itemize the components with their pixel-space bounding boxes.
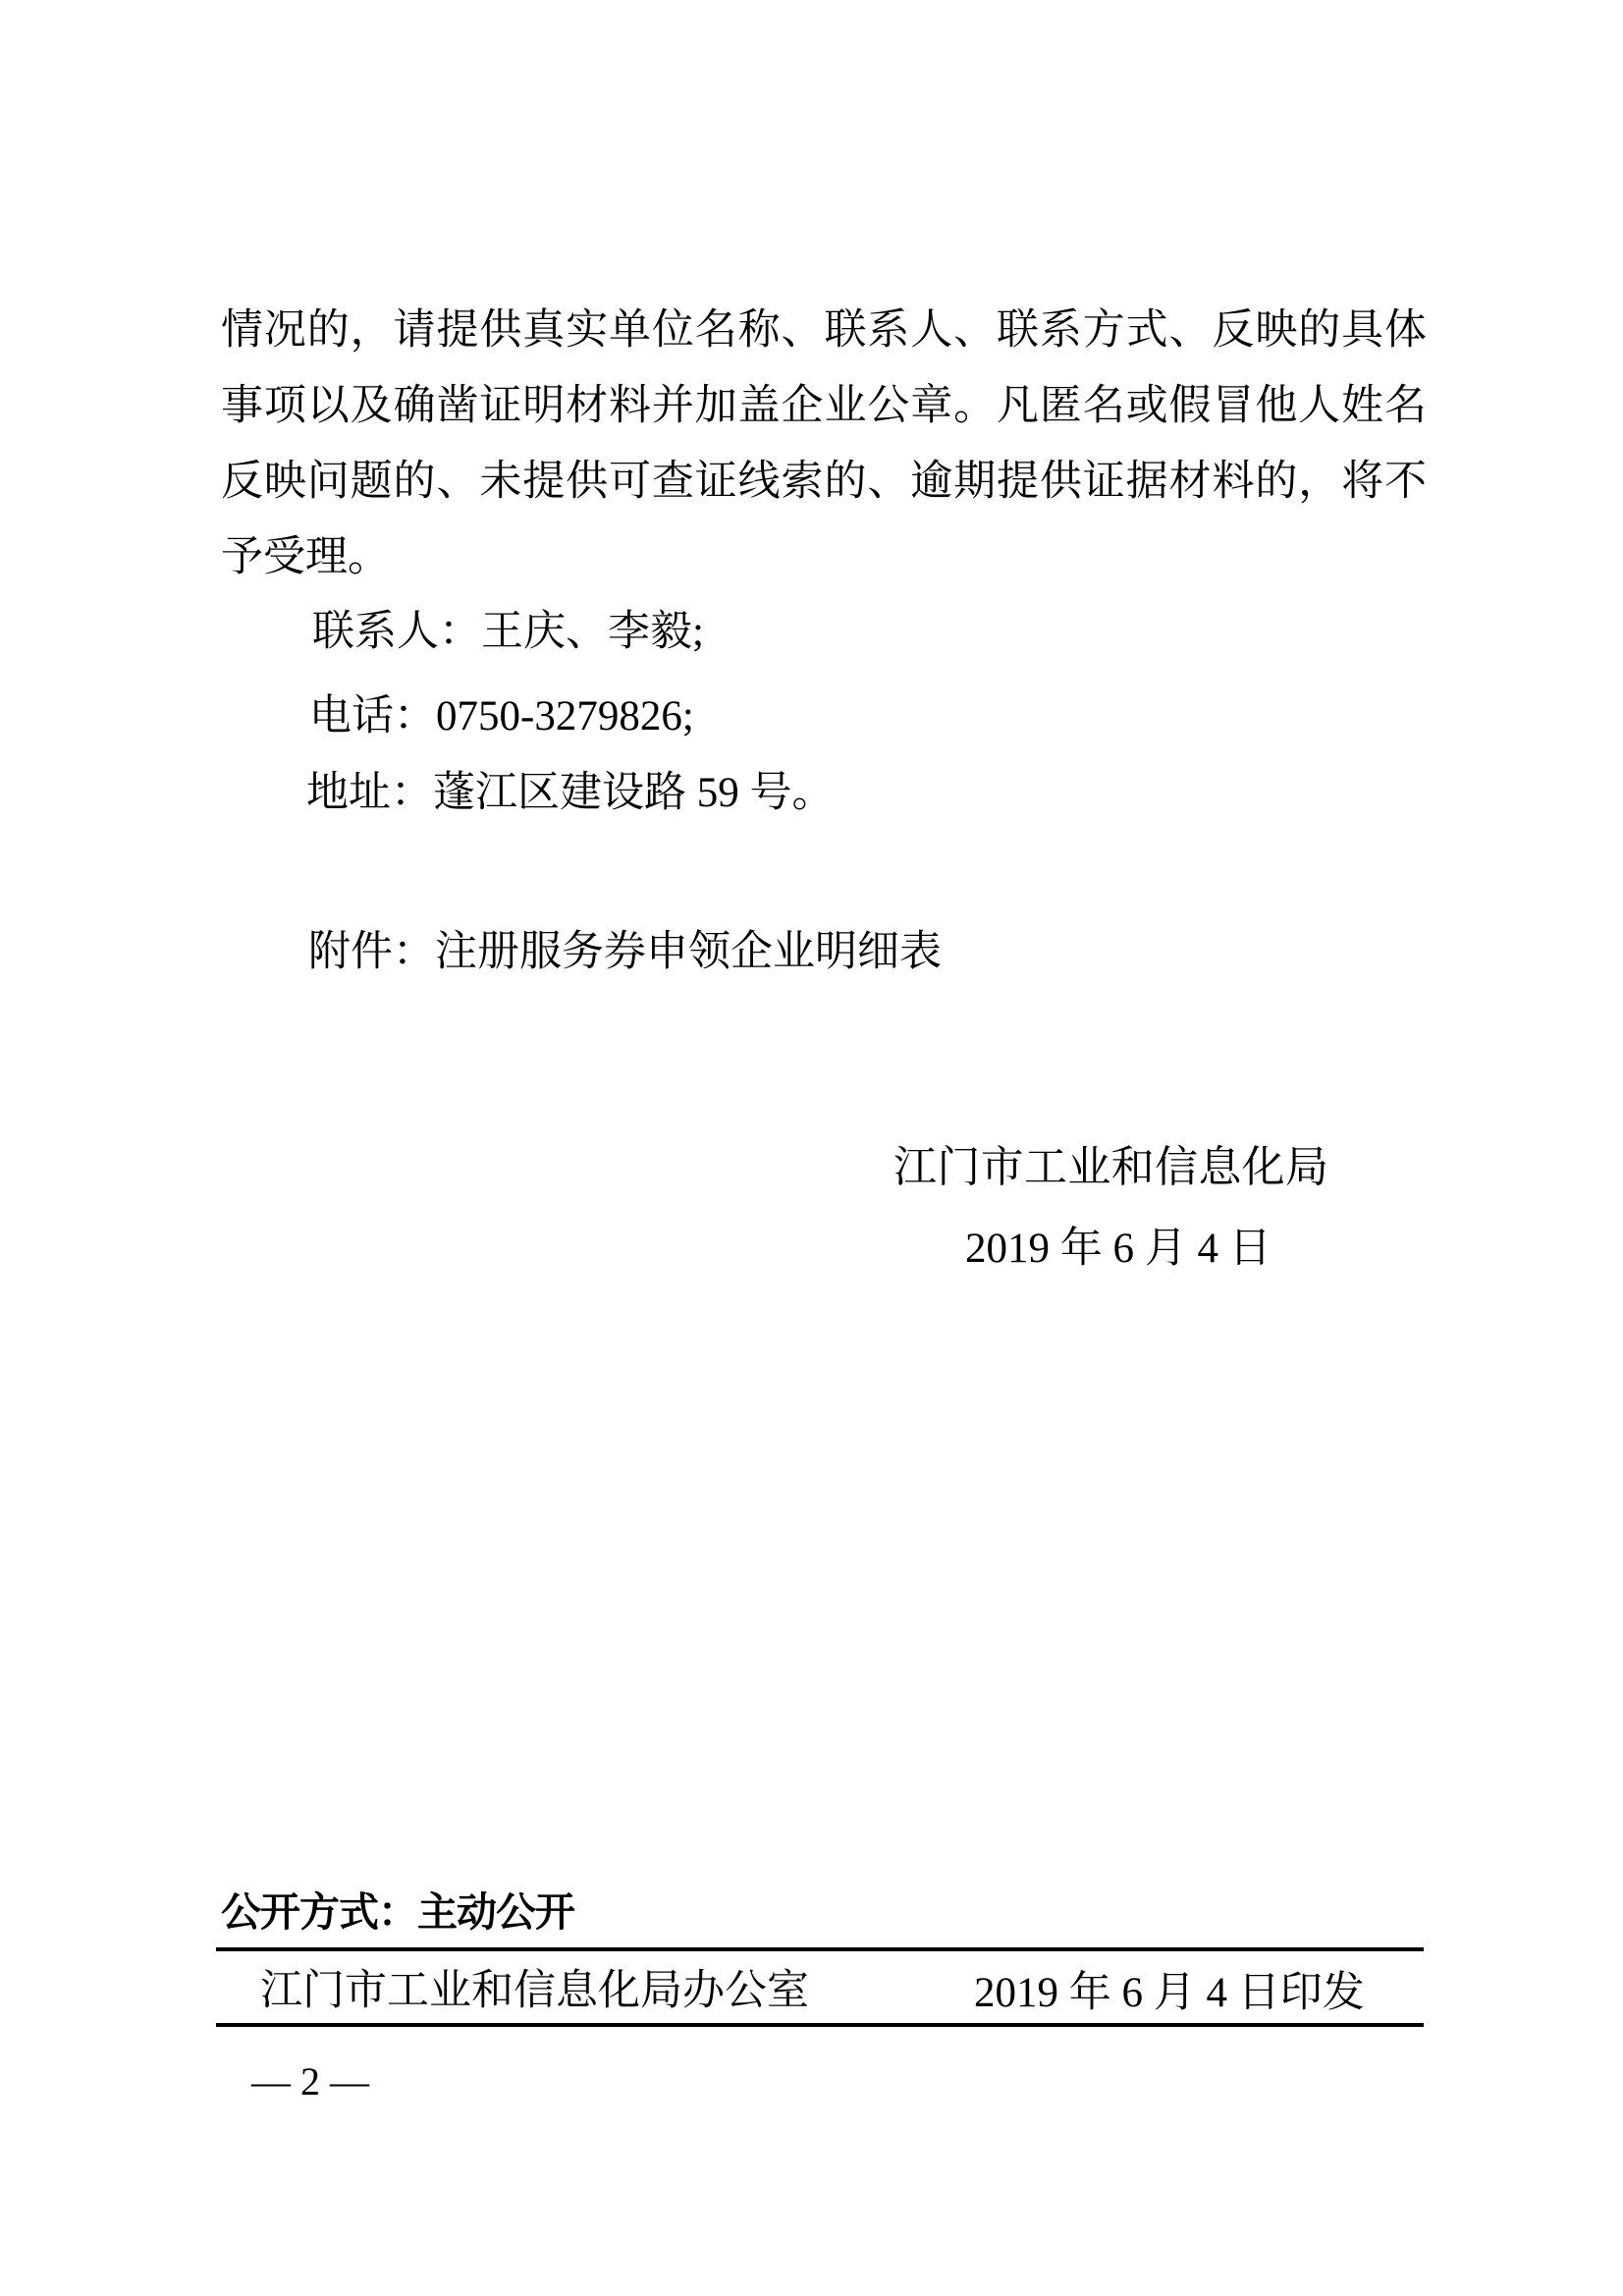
contact-phone-line: 电话：0750-3279826; xyxy=(309,693,694,739)
footer-rule-bottom xyxy=(216,2023,1424,2027)
paragraph-line: 事项以及确凿证明材料并加盖企业公章。凡匿名或假冒他人姓名 xyxy=(221,383,1427,429)
publicity-method-line: 公开方式：主动公开 xyxy=(221,1889,574,1935)
body-paragraph xyxy=(221,293,1427,595)
signature-org: 江门市工业和信息化局 xyxy=(893,1143,1328,1191)
page-number: — 2 — xyxy=(251,2059,369,2104)
signature-date: 2019 年 6 月 4 日 xyxy=(965,1226,1271,1272)
paragraph-line: 情况的，请提供真实单位名称、联系人、联系方式、反映的具体 xyxy=(221,307,1427,354)
paragraph-line: 反映问题的、未提供可查证线索的、逾期提供证据材料的，将不 xyxy=(221,459,1427,505)
attachment-line: 附件：注册服务券申领企业明细表 xyxy=(308,929,942,975)
footer-print-date: 2019 年 6 月 4 日印发 xyxy=(974,1970,1365,2016)
contact-person-line: 联系人：王庆、李毅; xyxy=(312,609,704,655)
contact-address-line: 地址：蓬江区建设路 59 号。 xyxy=(306,770,835,816)
paragraph-line: 予受理。 xyxy=(221,534,390,580)
footer-issuer: 江门市工业和信息化局办公室 xyxy=(260,1968,809,2014)
footer-rule-top xyxy=(216,1947,1424,1951)
